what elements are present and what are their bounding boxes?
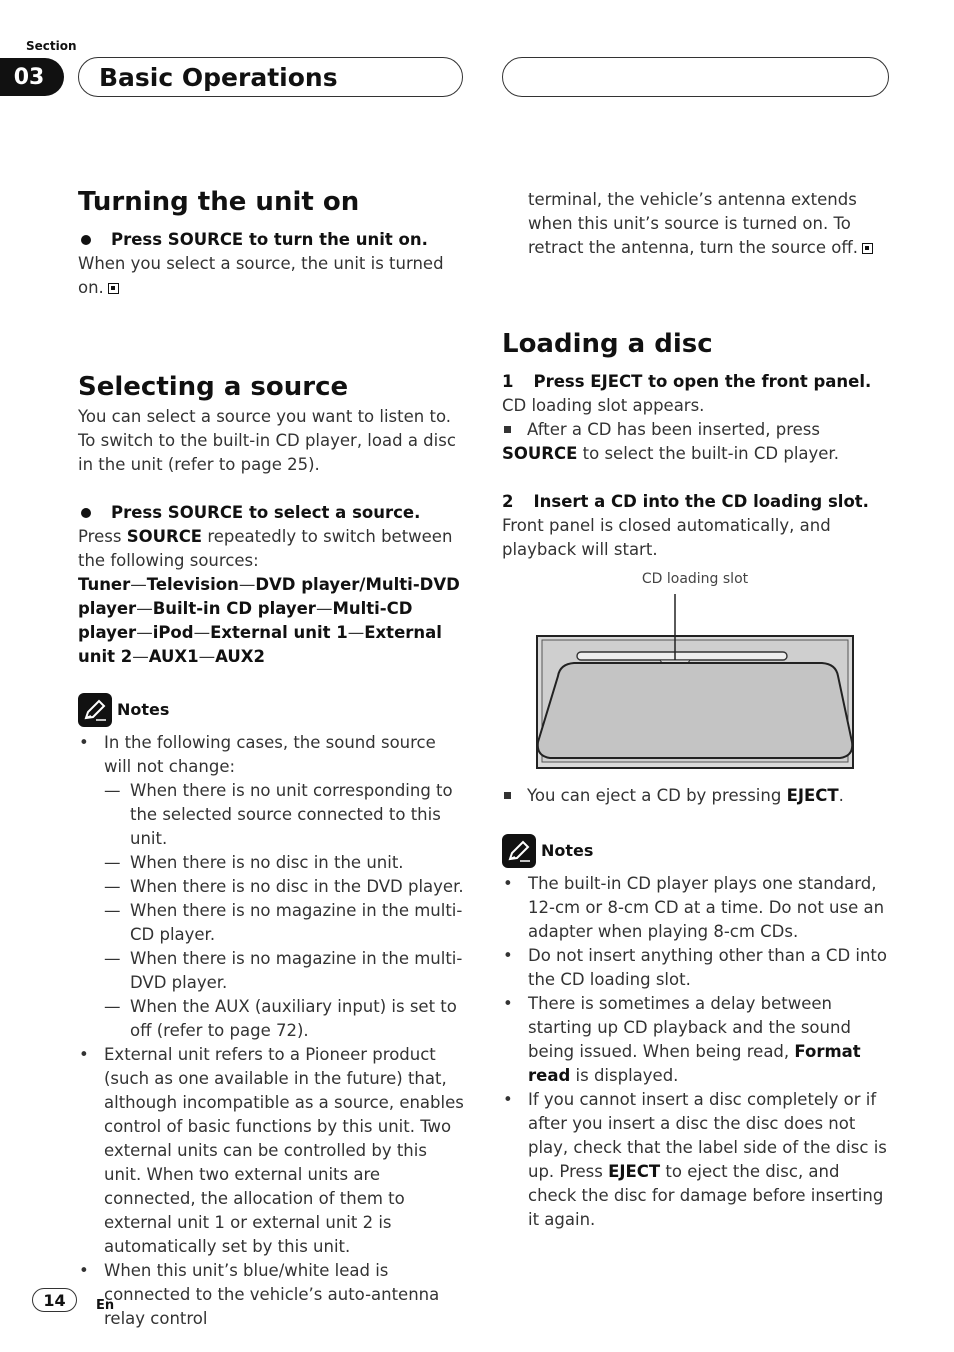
pencil-notes-icon: [78, 693, 112, 727]
section-number-badge: 03: [0, 58, 64, 96]
source-name: AUX2: [215, 647, 266, 666]
step-1: 1 Press EJECT to open the front panel.: [502, 372, 872, 391]
loading-disc-heading: Loading a disc: [502, 329, 713, 359]
step-1-tip: After a CD has been inserted, press SOURCE to select the built-in CD player.: [502, 420, 839, 463]
section-title: Basic Operations: [78, 57, 463, 97]
selecting-source-step: Press SOURCE to select a source.: [78, 501, 468, 525]
source-separator: —: [198, 647, 216, 666]
turning-on-body: When you select a source, the unit is turned on.: [78, 254, 444, 297]
notes-list: [502, 872, 888, 1232]
note-case-item: — When the AUX (auxiliary input) is set to off (refer to page 72).: [104, 995, 468, 1043]
source-name: Built-in CD player: [152, 599, 316, 618]
note-item: • In the following cases, the sound source will not change: — When there is no unit corresponding to the selected source connected to this unit. — When there is no disc in the unit. — When there is no disc in the DVD player. — When there is no magazine in the multi-CD player. — When there is no magazine in the multi-DVD player. — When the AUX (auxiliary input) is set to off (refer to page 72).: [78, 731, 468, 1043]
cd-unit-illustration: [530, 592, 860, 774]
selecting-source-section: [78, 371, 468, 1331]
note-case-item: — When there is no disc in the unit.: [104, 851, 468, 875]
notes-header: Notes: [78, 693, 468, 727]
selecting-source-intro: You can select a source you want to listen to. To switch to the built-in CD player, load a disc in the unit (refer to page 25).: [78, 407, 456, 474]
note-item: • If you cannot insert a disc completely or if after you insert a disc the disc does not play, check that the label side of the disc is up. Press EJECT to eject the disc, and check the disc for damage before inserting it again.: [502, 1088, 888, 1232]
cd-figure-caption: CD loading slot: [641, 571, 749, 587]
note-item: • The built-in CD player plays one standard, 12-cm or 8-cm CD at a time. Do not use an adapter when playing 8-cm CDs.: [502, 872, 888, 944]
note-case-item: — When there is no magazine in the multi-DVD player.: [104, 947, 468, 995]
source-separator: —: [136, 623, 153, 642]
note-case-item: — When there is no magazine in the multi-CD player.: [104, 899, 468, 947]
note-item: • There is sometimes a delay between starting up CD playback and the sound being issued. When being read, Format read is displayed.: [502, 992, 888, 1088]
step-2: 2 Insert a CD into the CD loading slot.: [502, 492, 869, 511]
notes-list: [78, 731, 468, 1331]
square-bullet-icon: [504, 426, 511, 433]
step-2-body: Front panel is closed automatically, and playback will start.: [502, 516, 831, 559]
source-separator: —: [193, 623, 211, 642]
source-separator: —: [315, 599, 333, 618]
source-name: External unit 2: [78, 623, 442, 666]
note-case-list: [104, 779, 468, 1043]
source-name: Tuner: [78, 575, 131, 594]
selecting-source-body: Press SOURCE repeatedly to switch between the following sources:: [78, 527, 453, 570]
pencil-notes-icon: [502, 834, 536, 868]
source-separator: —: [238, 575, 256, 594]
bullet-dot-icon: [81, 235, 91, 245]
note-item: • Do not insert anything other than a CD into the CD loading slot.: [502, 944, 888, 992]
step-1-body: CD loading slot appears.: [502, 396, 705, 415]
note-case-item: — When there is no disc in the DVD player.: [104, 875, 468, 899]
notes-right-section: [502, 834, 888, 1232]
page-number: 14: [32, 1288, 77, 1312]
bullet-dot-icon: [81, 508, 91, 518]
note-case-item: — When there is no unit corresponding to the selected source connected to this unit.: [104, 779, 468, 851]
section-label: Section: [26, 39, 77, 53]
source-name: AUX1: [148, 647, 199, 666]
selecting-source-heading: Selecting a source: [78, 372, 349, 402]
note-item: • When this unit’s blue/white lead is connected to the vehicle’s auto-antenna relay control: [78, 1259, 468, 1331]
source-name: Multi-CD player: [78, 599, 413, 642]
note-item: • External unit refers to a Pioneer product (such as one available in the future) that, although incompatible as a source, enables control of basic functions by this unit. Two external units can be controlled by this unit. When two external units are connected, the allocation of them to external unit 1 or external unit 2 is automatically set by this unit.: [78, 1043, 468, 1259]
source-name: Television: [146, 575, 239, 594]
square-bullet-icon: [504, 792, 511, 799]
source-separator: —: [130, 575, 147, 594]
end-mark-icon: [862, 243, 873, 254]
eject-tip: You can eject a CD by pressing EJECT.: [502, 784, 888, 808]
source-name: iPod: [152, 623, 194, 642]
loading-disc-section: [502, 328, 888, 562]
source-separator: —: [347, 623, 365, 642]
language-label: En: [96, 1298, 115, 1313]
turning-on-heading: Turning the unit on: [78, 187, 360, 217]
header-empty-box: [502, 57, 889, 97]
turning-on-section: [78, 186, 468, 300]
notes-header: Notes: [502, 834, 888, 868]
source-name: External unit 1: [210, 623, 348, 642]
end-mark-icon: [108, 283, 119, 294]
source-list: [78, 573, 468, 669]
source-name: DVD player/Multi-DVD player: [78, 575, 460, 618]
turning-on-step: Press SOURCE to turn the unit on.: [78, 228, 468, 252]
source-separator: —: [136, 599, 153, 618]
note-continued: terminal, the vehicle’s antenna extends when this unit’s source is turned on. To retract the antenna, turn the source off.: [502, 188, 888, 260]
source-separator: —: [132, 647, 149, 666]
